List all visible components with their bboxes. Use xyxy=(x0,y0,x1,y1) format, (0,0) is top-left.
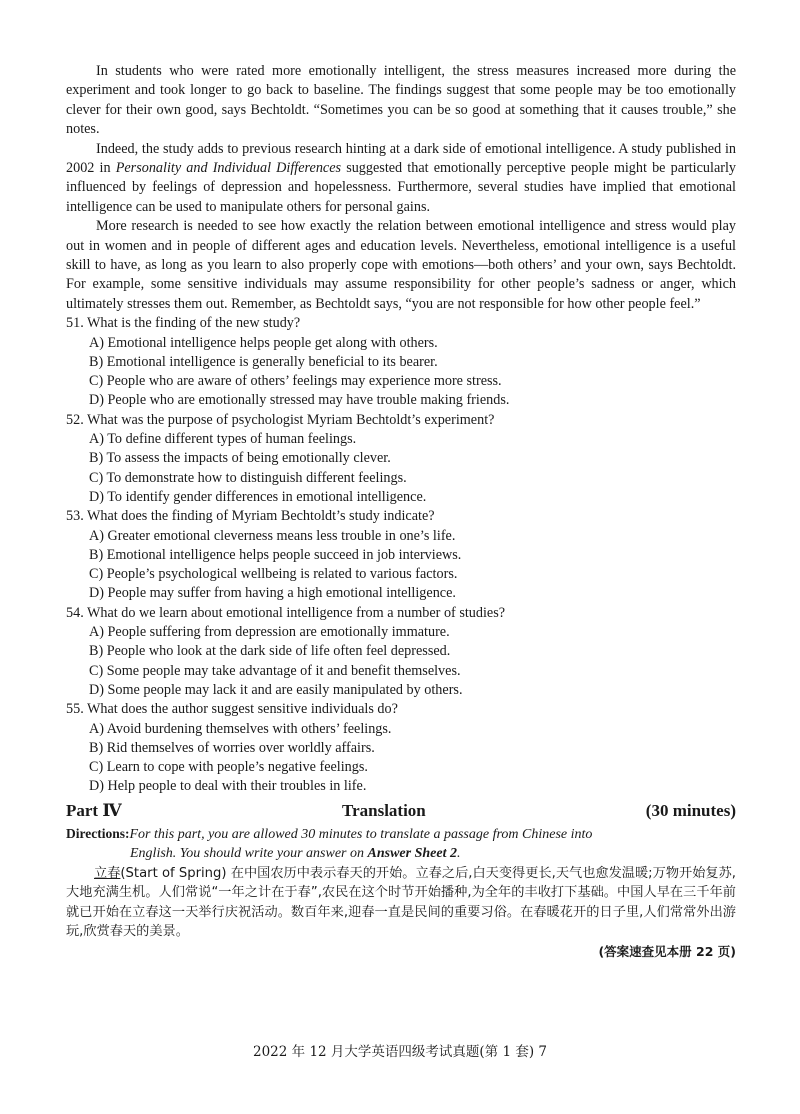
question-stem: 52. What was the purpose of psychologist Myriam Bechtoldt’s experiment? xyxy=(66,411,495,428)
option-d: D) People who are emotionally stressed may have trouble making friends. xyxy=(89,392,510,409)
option-a: A) People suffering from depression are emotionally immature. xyxy=(89,624,450,641)
option-b: B) Rid themselves of worries over worldly affairs. xyxy=(89,739,375,756)
question-55 xyxy=(66,700,736,796)
option-d: D) People may suffer from having a high emotional intelligence. xyxy=(89,585,456,602)
option-d: D) To identify gender differences in emotional intelligence. xyxy=(89,488,427,505)
question-stem: 51. What is the finding of the new study? xyxy=(66,315,301,332)
option-b: B) Emotional intelligence is generally beneficial to its bearer. xyxy=(89,353,438,370)
para2-text-before: Indeed, the study adds to previous research hinting at a dark side of emotional intelligence. A study published in 2002 in xyxy=(66,140,736,177)
part-title: Translation xyxy=(342,800,426,820)
part-time: (30 minutes) xyxy=(645,800,736,820)
option-d: D) Some people may lack it and are easily manipulated by others. xyxy=(89,681,463,698)
option-c: C) Some people may take advantage of it and benefit themselves. xyxy=(89,662,461,679)
option-a: A) Greater emotional cleverness means less trouble in one’s life. xyxy=(89,527,456,544)
passage-paragraph-2 xyxy=(66,140,736,218)
option-d: D) Help people to deal with their troubles in life. xyxy=(89,778,367,795)
question-52 xyxy=(66,411,736,507)
option-b: B) Emotional intelligence helps people succeed in job interviews. xyxy=(89,546,462,563)
option-a: A) To define different types of human feelings. xyxy=(89,431,357,448)
translation-passage xyxy=(66,864,736,942)
part-label: Part Ⅳ xyxy=(66,800,122,820)
directions xyxy=(66,824,736,864)
translation-body: (Start of Spring) 在中国农历中表示春天的开始。立春之后,白天变得更长,天气也愈发温暖;万物开始复苏,大地充满生机。人们常说“一年之计在于春”,农民在这个时节开始播种,为全年的丰收打下基础。中国人早在三千年前就已开始在立春这一天举行庆祝活动。数百年来,迎春一直是民间的重要习俗。在春暖花开的日子里,人们常常外出游玩,欣赏春天的美景。 xyxy=(66,865,736,940)
answer-sheet-name: Answer Sheet 2 xyxy=(367,846,457,862)
answer-reference: (答案速查见本册 22 页) xyxy=(598,943,736,959)
option-b: B) To assess the impacts of being emotionally clever. xyxy=(89,450,391,467)
option-c: C) People who are aware of others’ feelings may experience more stress. xyxy=(89,373,502,390)
journal-title: Personality and Individual Differences xyxy=(115,160,342,177)
page-footer: 2022 年 12 月大学英语四级考试真题(第 1 套) 7 xyxy=(253,1044,547,1060)
option-a: A) Avoid burdening themselves with others’ feelings. xyxy=(89,720,392,737)
question-54 xyxy=(66,604,736,700)
part-heading xyxy=(66,798,736,824)
option-c: C) People’s psychological wellbeing is related to various factors. xyxy=(89,566,458,583)
question-stem: 55. What does the author suggest sensitive individuals do? xyxy=(66,701,398,718)
option-a: A) Emotional intelligence helps people get along with others. xyxy=(89,334,438,351)
exam-page xyxy=(66,62,736,962)
translation-term: 立春 xyxy=(94,865,121,881)
question-stem: 53. What does the finding of Myriam Bechtoldt’s study indicate? xyxy=(66,508,435,525)
directions-text-line1: For this part, you are allowed 30 minutes to translate a passage from Chinese into xyxy=(129,826,593,842)
directions-text-end: . xyxy=(456,846,461,862)
option-b: B) People who look at the dark side of life often feel depressed. xyxy=(89,643,451,660)
para2-text-after: suggested that emotionally perceptive people might be particularly influenced by feelings of depression and hopelessness. Furthermore, several studies have implied that emotional intelligence can be used to manipulate others for personal gains. xyxy=(66,160,737,215)
directions-label: Directions: xyxy=(66,825,130,841)
question-51 xyxy=(66,314,736,410)
question-53 xyxy=(66,507,736,603)
question-stem: 54. What do we learn about emotional intelligence from a number of studies? xyxy=(66,604,506,621)
passage-paragraph-3: More research is needed to see how exactly the relation between emotional intelligence and stress would play out in women and in people of different ages and education levels. Nevertheless, emotional intelligence is a useful skill to have, as long as you learn to also properly cope with emotions—both others’ and your own, says Bechtoldt. For example, some sensitive individuals may assume responsibility for other people’s sadness or anger, which ultimately stresses them out. Remember, as Bechtoldt says, “you are not responsible for how other people feel.” xyxy=(66,218,736,312)
option-c: C) To demonstrate how to distinguish different feelings. xyxy=(89,469,407,486)
passage-paragraph-1: In students who were rated more emotionally intelligent, the stress measures increased more during the experiment and took longer to go back to baseline. The findings suggest that some people may be too emotionally clever for their own good, says Bechtoldt. “Sometimes you can be so good at something that it causes trouble,” she notes. xyxy=(66,63,736,138)
directions-text-line2: English. You should write your answer on xyxy=(130,846,368,862)
option-c: C) Learn to cope with people’s negative feelings. xyxy=(89,759,368,776)
